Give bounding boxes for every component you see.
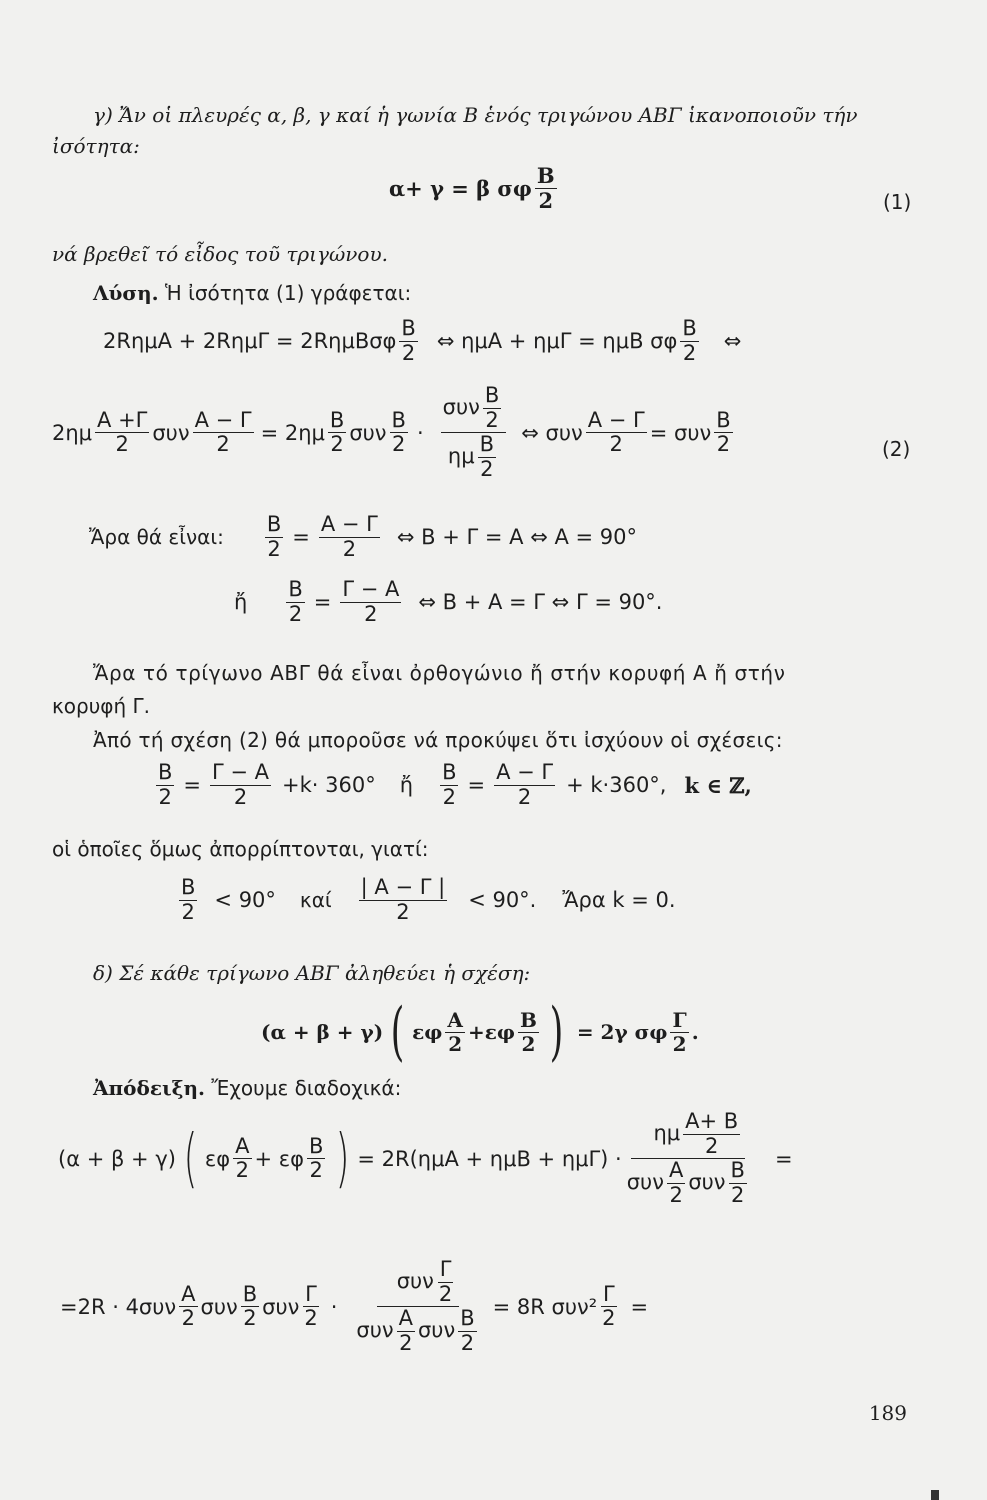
frac-B-over-2: [286, 578, 304, 626]
compound-den: [354, 1307, 481, 1355]
syn-text: συν: [262, 1294, 300, 1319]
frac-den: 2: [485, 407, 499, 432]
equiv-symbol: ⇔: [723, 329, 742, 354]
solution-line-2: [52, 384, 736, 481]
rejected-text: οἱ ὁποῖες ὅμως ἀπορρίπτονται, γιατί:: [52, 837, 429, 861]
equals-sign: =: [774, 1146, 793, 1171]
frac-den: 2: [448, 1031, 463, 1056]
compound-num: [377, 1258, 460, 1307]
frac-den: 2: [399, 1330, 413, 1355]
period: .: [691, 1020, 699, 1044]
part-g-heading: γ) Ἄν οἱ πλευρές α, β, γ καί ἡ γωνία Β ἑνός τριγώνου ΑΒΓ ἱκανοποιοῦν τήν: [93, 103, 858, 127]
frac-den: 2: [460, 1330, 475, 1355]
plus-ef-text: +εφ: [467, 1020, 515, 1044]
frac-G-over-2: [670, 1009, 688, 1055]
frac-den: 2: [521, 1031, 536, 1056]
syn-text: συν: [200, 1294, 238, 1319]
frac-num: Α: [668, 1158, 684, 1183]
k-in-z: k ∈ ℤ,: [684, 772, 752, 798]
syn-text: συν: [152, 420, 190, 445]
ef-text: εφ: [204, 1146, 231, 1171]
frac-num: Α − Γ: [194, 407, 252, 432]
solution-line-1: [103, 317, 741, 365]
frac-B-over-2: [156, 761, 174, 809]
frac-den: 2: [364, 601, 378, 626]
line2-eta: 2ημ: [52, 420, 93, 445]
frac-B-over-2: [241, 1283, 259, 1331]
solution-label: Λύση.: [93, 281, 159, 305]
frac-abs-AminusG-over-2: [359, 876, 448, 924]
syn-text: συν: [349, 420, 387, 445]
part-g-heading-cont: ἰσότητα:: [52, 134, 140, 158]
frac-AplusG-over-2: [95, 409, 149, 457]
frac-B-over-2: [390, 409, 408, 457]
frac-num: Β: [716, 407, 731, 432]
ara-tha-text: Ἄρα θά εἶναι:: [89, 525, 224, 550]
frac-num: Α+ Β: [685, 1109, 739, 1133]
frac-num: Γ: [672, 1008, 687, 1033]
frac-num: Α: [398, 1306, 413, 1331]
frac-AminusG-over-2: [193, 409, 254, 457]
frac-A-over-2: [667, 1159, 685, 1207]
frac-num: Β: [288, 577, 303, 601]
frac-B-over-2: [478, 433, 496, 481]
frac-den: 2: [716, 432, 731, 457]
frac-A-over-2: [397, 1307, 415, 1355]
frac-num: Α − Γ: [320, 512, 378, 536]
frac-num: Γ − Α: [342, 577, 400, 601]
from-relation-text: Ἀπό τή σχέση (2) θά μποροῦσε νά προκύψει ὅτι ἰσχύουν οἱ σχέσεις:: [93, 728, 783, 752]
syn-text: συν: [356, 1318, 394, 1343]
frac-B-over-2: [328, 409, 346, 457]
compound-fraction: [625, 1110, 752, 1207]
k-relations: $\frac{B}{2}$ = $\frac{\Gamma - A}{2}$ +k· 360° ἤ $\frac{B}{2}$ = $\frac{A - \Gamma}{2}$ + k·360°, k ∈ ℤ,: [158, 760, 752, 809]
frac-B-over-2: [714, 409, 732, 457]
part-d-heading: δ) Σέ κάθε τρίγωνο ΑΒΓ ἀληθεύει ἡ σχέση:: [93, 961, 531, 985]
frac-AminusG-over-2: [319, 513, 380, 561]
frac-den: 2: [181, 899, 195, 924]
lt-90: < 90°: [214, 888, 276, 913]
ara-k-text: Ἄρα k = 0.: [562, 888, 676, 913]
eq1-tag: (1): [883, 190, 912, 214]
part-d-equation: [261, 995, 699, 1069]
proof-line-2: [60, 1258, 648, 1355]
p1-mid: = 2R(ημΑ + ημΒ + ημΓ) ·: [357, 1146, 622, 1171]
frac-G-over-2: [437, 1258, 454, 1306]
frac-B-over-2: [440, 761, 458, 809]
equation-1: [389, 164, 560, 212]
line1-left: 2RημΑ + 2RημΓ = 2RημΒσφ: [103, 329, 397, 354]
frac-A-over-2: [233, 1135, 251, 1183]
paren-close: ): [549, 995, 564, 1069]
conclusion-line-1: Ἄρα τό τρίγωνο ΑΒΓ θά εἶναι ὀρθογώνιο ἤ στήν κορυφή Α ἤ στήν: [93, 661, 786, 685]
frac-num: Β: [181, 875, 196, 899]
compound-fraction: [354, 1258, 481, 1355]
eq1-fraction: [535, 164, 557, 212]
frac-den: 2: [401, 340, 416, 365]
solution-intro: Ἡ ἰσότητα (1) γράφεται:: [165, 281, 412, 305]
frac-A-over-2: [179, 1283, 197, 1331]
frac-den: 2: [480, 456, 494, 481]
frac-B-over-2: [680, 317, 698, 365]
frac-den: 2: [304, 1306, 318, 1331]
paren-close: ): [336, 1121, 350, 1196]
frac-den: 2: [669, 1182, 683, 1207]
frac-num: Γ − Α: [212, 760, 270, 784]
frac-den: 2: [731, 1182, 745, 1207]
eq2-tag: (2): [882, 437, 911, 461]
frac-den: 2: [233, 784, 248, 809]
syn-text: συν: [626, 1170, 664, 1195]
frac-den: 2: [517, 784, 532, 809]
frac-num: | Α − Γ |: [360, 875, 446, 899]
frac-den: 2: [396, 899, 410, 924]
frac-den: 2: [243, 1306, 257, 1331]
frac-num: Α: [235, 1133, 250, 1158]
frac-GminusA-over-2: [340, 578, 401, 626]
frac-num: Α: [447, 1008, 463, 1033]
frac-G-over-2: [600, 1283, 617, 1331]
frac-den: 2: [609, 432, 623, 457]
frac-den: 2: [602, 1306, 616, 1331]
frac-B-over-2: [729, 1159, 747, 1207]
frac-AminusG-over-2: [494, 761, 555, 809]
compound-den: [625, 1159, 752, 1207]
compound-num: [631, 1110, 745, 1159]
frac-num: Β: [266, 512, 282, 536]
frac-den: 2: [288, 601, 303, 626]
eq1-frac-den: 2: [538, 187, 554, 213]
proof-intro: Ἔχουμε διαδοχικά:: [211, 1076, 402, 1100]
frac-AminusG-over-2: [586, 409, 647, 457]
frac-num: Α − Γ: [496, 760, 554, 784]
or-text: ἤ: [234, 590, 248, 615]
frac-den: 2: [267, 536, 281, 561]
equals-sign: =: [630, 1294, 649, 1319]
proof-line-1: [58, 1110, 793, 1207]
k-plus-text: +k· 360°: [282, 773, 376, 798]
frac-num: Β: [519, 1008, 537, 1033]
frac-GminusA-over-2: [210, 761, 271, 809]
syn-text: συν: [442, 395, 480, 420]
frac-num: Β: [730, 1158, 745, 1183]
frac-num: Β: [309, 1133, 324, 1158]
frac-B-over-2: [458, 1307, 476, 1355]
frac-den: 2: [115, 432, 129, 457]
syn-text: συν: [417, 1318, 456, 1343]
compound-fraction: [441, 384, 507, 481]
frac-B-over-2: [399, 317, 417, 365]
p2-right: = 8R συν²: [492, 1294, 598, 1319]
frac-den: 2: [216, 432, 230, 457]
frac-B-over-2: [307, 1135, 325, 1183]
eta-text: ημ: [447, 444, 475, 469]
frac-G-over-2: [302, 1283, 319, 1331]
corner-mark: [931, 1490, 939, 1500]
frac-num: Β: [460, 1306, 475, 1331]
frac-B-over-2: [265, 513, 283, 561]
solution-line-3: Ἄρα θά εἶναι: $\frac{B}{2}$ = $\frac{A - \Gamma}{2}$ ⇔ Β + Γ = Α ⇔ Α = 90°: [89, 512, 638, 561]
conclusion-line-2: κορυφή Γ.: [52, 694, 151, 718]
dot: ·: [416, 420, 424, 445]
line2-eq-syn: = συν: [649, 420, 712, 445]
frac-A-over-2: [445, 1009, 465, 1055]
proof-line: [93, 1076, 401, 1100]
eq-right: = 2γ σφ: [576, 1020, 668, 1044]
frac-den: 2: [442, 784, 456, 809]
p2-left: =2R · 4συν: [60, 1294, 177, 1319]
solution-line: [93, 281, 411, 305]
plus-ef-text: + εφ: [254, 1146, 304, 1171]
solution-line-4: ἤ $\frac{B}{2}$ = $\frac{\Gamma - A}{2}$ ⇔ Β + Α = Γ ⇔ Γ = 90°.: [234, 577, 663, 626]
or-text: ἤ: [399, 773, 414, 798]
line4-right: ⇔ Β + Α = Γ ⇔ Γ = 90°.: [418, 590, 663, 615]
frac-den: 2: [392, 432, 406, 457]
eta-text: ημ: [653, 1121, 681, 1146]
kai-text: καί: [299, 888, 332, 913]
eq1-left: α+ γ = β σφ: [389, 175, 532, 201]
page-number: 189: [868, 1401, 907, 1425]
p1-left: (α + β + γ): [58, 1146, 176, 1171]
task-text: νά βρεθεῖ τό εἶδος τοῦ τριγώνου.: [52, 242, 388, 266]
k-plus-text-2: + k·360°,: [566, 773, 667, 798]
syn-text: συν: [396, 1269, 434, 1294]
frac-den: 2: [309, 1158, 323, 1183]
frac-B-over-2: [483, 384, 501, 432]
frac-den: 2: [342, 536, 357, 561]
frac-num: Β: [479, 432, 494, 457]
frac-AplusB-over-2: [683, 1110, 740, 1158]
frac-den: 2: [704, 1133, 719, 1158]
frac-den: 2: [330, 432, 344, 457]
syn-text: συν: [688, 1170, 726, 1195]
frac-num: Β: [329, 407, 345, 432]
frac-num: Β: [442, 760, 457, 784]
dot: ·: [330, 1294, 338, 1319]
frac-num: Β: [484, 383, 500, 407]
frac-num: Β: [242, 1281, 258, 1306]
line2-eq: = 2ημ: [260, 420, 325, 445]
frac-num: Β: [158, 760, 173, 784]
frac-den: 2: [235, 1158, 250, 1183]
line2-syn: ⇔ συν: [521, 420, 583, 445]
frac-num: Β: [401, 316, 416, 340]
paren-open: (: [183, 1121, 198, 1196]
frac-num: Γ: [305, 1281, 317, 1306]
frac-den: 2: [158, 784, 172, 809]
bounds-line: [176, 876, 676, 924]
line1-right: ⇔ ημΑ + ημΓ = ημΒ σφ: [436, 329, 678, 354]
frac-den: 2: [438, 1281, 453, 1306]
frac-den: 2: [672, 1031, 687, 1056]
paren-open: (: [390, 995, 405, 1069]
frac-num: Γ: [602, 1281, 615, 1306]
frac-num: Α: [181, 1281, 196, 1306]
eq1-frac-num: Β: [536, 163, 555, 188]
lt-90-2: < 90°.: [468, 888, 537, 913]
frac-num: Γ: [439, 1257, 452, 1281]
eq-left: (α + β + γ): [261, 1020, 384, 1044]
line3-right: ⇔ Β + Γ = Α ⇔ Α = 90°: [396, 525, 638, 550]
frac-num: Α − Γ: [587, 407, 645, 432]
frac-B-over-2: [518, 1009, 539, 1055]
proof-label: Ἀπόδειξη.: [93, 1076, 206, 1100]
compound-num: [441, 384, 507, 433]
ef-text: εφ: [412, 1020, 443, 1044]
frac-num: Β: [682, 316, 697, 340]
compound-den: [446, 433, 501, 481]
frac-den: 2: [682, 340, 697, 365]
frac-num: Β: [391, 407, 406, 432]
frac-den: 2: [181, 1306, 196, 1331]
frac-num: Α +Γ: [97, 407, 148, 432]
frac-B-over-2: [179, 876, 197, 924]
